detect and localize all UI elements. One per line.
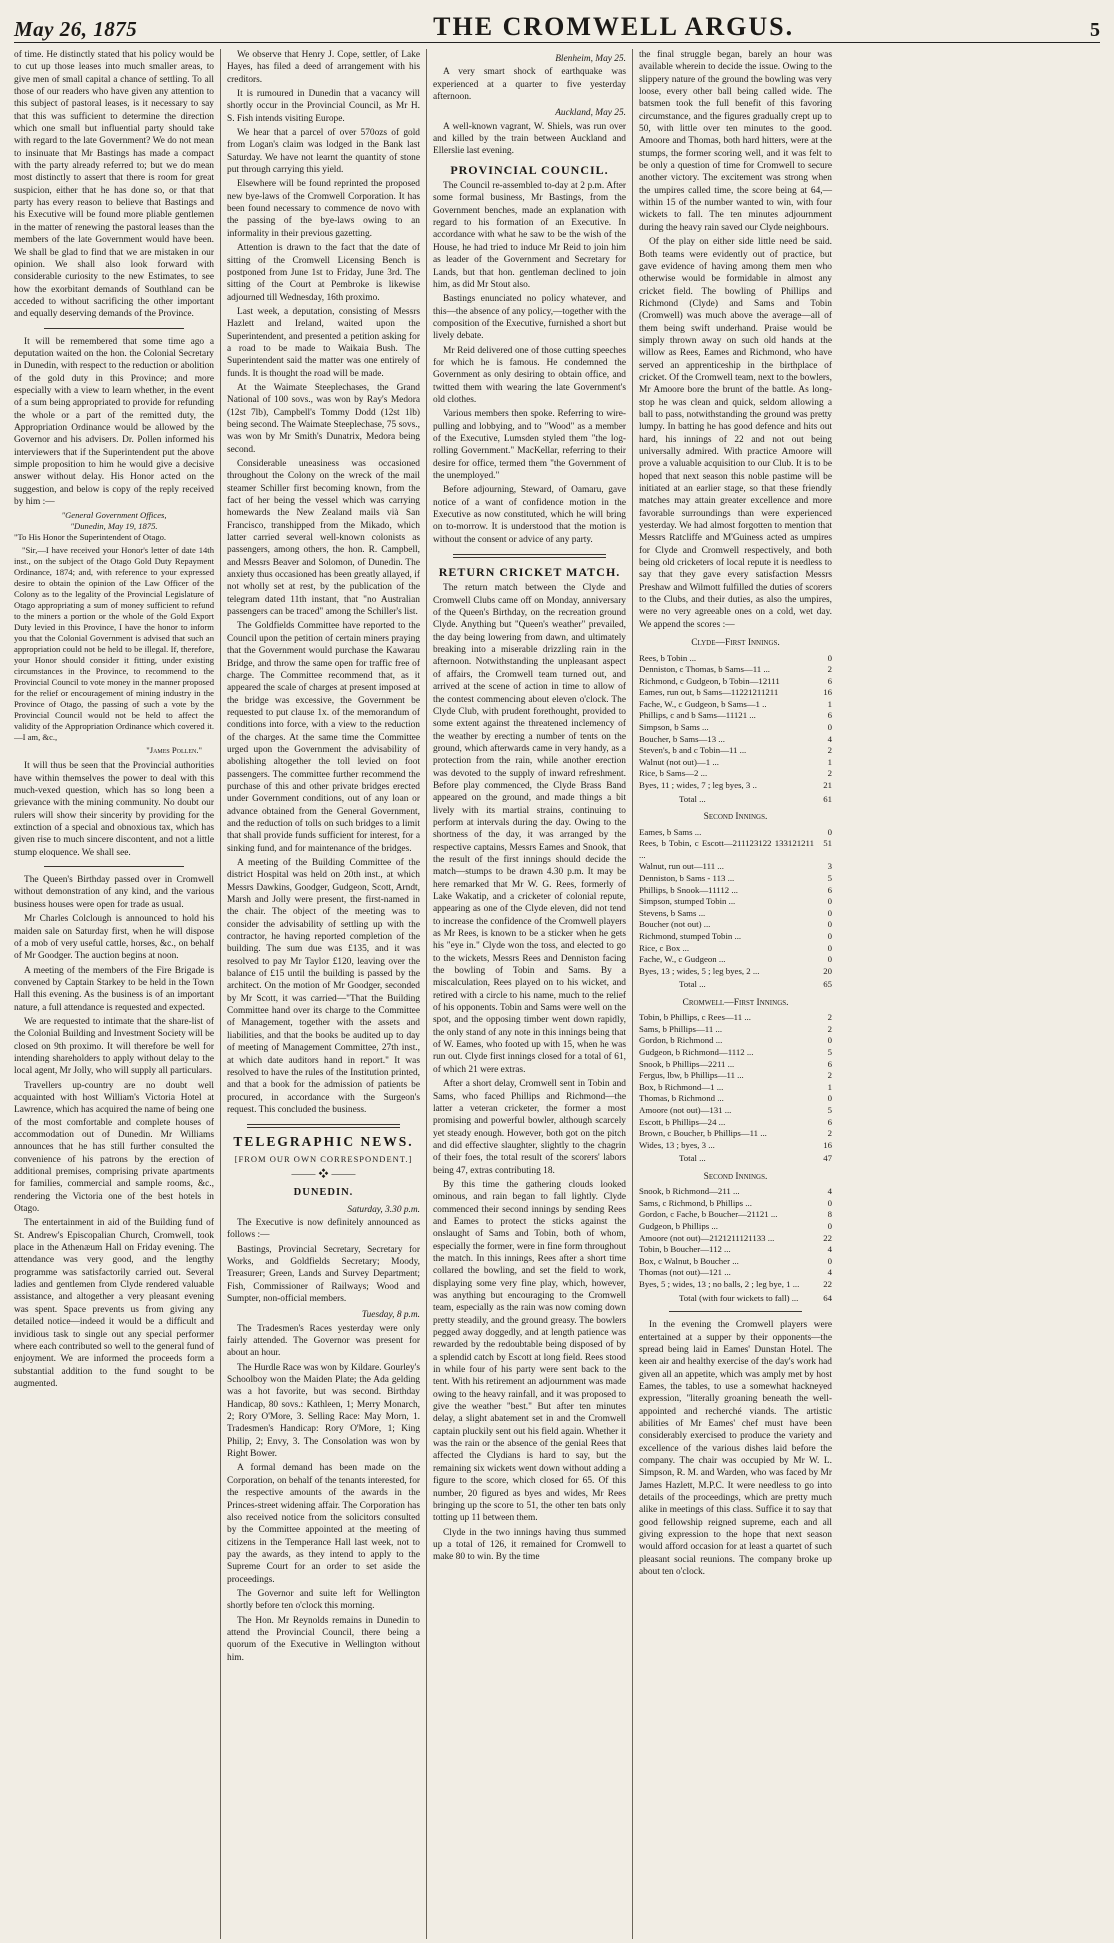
score-row — [639, 1256, 832, 1268]
section-heading: TELEGRAPHIC NEWS. — [233, 1134, 414, 1150]
batsman-entry: Wides, 13 ; byes, 3 ... — [639, 1139, 715, 1150]
column-3 — [426, 49, 632, 1939]
runs-value: 6 — [827, 1116, 832, 1127]
dateline: Saturday, 3.30 p.m. — [347, 1204, 420, 1215]
runs-value: 3 — [827, 861, 832, 872]
batsman-entry: Thomas, b Richmond ... — [639, 1093, 724, 1104]
score-row — [639, 873, 832, 885]
runs-value: 47 — [823, 1153, 832, 1164]
news-item: Attention is drawn to the fact that the date of sitting of the Cromwell Licensing Bench is postponed from June 1st to Friday, June 3rd. The sitting of the Court at Pembroke is likewise adjourned till Wednesday, 16th proximo. — [227, 243, 420, 303]
batsman-entry: Rice, b Sams—2 ... — [639, 768, 708, 779]
scorecard-cromwell-second — [639, 1186, 832, 1304]
score-row — [639, 710, 832, 722]
score-row — [639, 664, 832, 676]
score-row — [639, 687, 832, 699]
runs-value: 2 — [827, 664, 832, 675]
batsman-entry: Walnut, run out—111 ... — [639, 861, 724, 872]
batsman-entry: Rice, c Box ... — [639, 942, 690, 953]
runs-value: 4 — [827, 1186, 832, 1197]
score-total-row — [639, 977, 832, 991]
score-total-row — [639, 792, 832, 806]
score-row — [639, 745, 832, 757]
score-row — [639, 1128, 832, 1140]
runs-value: 0 — [827, 919, 832, 930]
score-row — [639, 1047, 832, 1059]
news-item: Elsewhere will be found reprinted the proposed new bye-laws of the Cromwell Corporation. It has been found necessary to commence de novo with the passing of the bye-laws owing to an informality in their previous gazetting. — [227, 179, 420, 239]
letter-signature: "James Pollen." — [146, 745, 202, 756]
news-item: The Council re-assembled to-day at 2 p.m. After some formal business, Mr Bastings, from the Government benches, made an explanation with regard to his formation of an Executive. In accordance with what he saw to be the wish of the House, he had tried to induce Mr Reid to join him as leader of the Government and Secretary for Lands, but that hon. gentleman declined to join him, as did Mr Stout also. — [433, 181, 626, 290]
batsman-entry: Brown, c Boucher, b Phillips—11 ... — [639, 1128, 767, 1139]
article-paragraph: Clyde in the two innings having thus summed up a total of 126, it remained for Cromwell to make 80 to win. By the time — [433, 1527, 626, 1563]
scorecard-heading: Second Innings. — [703, 812, 768, 823]
batsman-entry: Boucher (not out) ... — [639, 919, 711, 930]
news-item: Bastings, Provincial Secretary, Secretary for Works, and Goldfields Secretary; Moody, Treasurer; Green, Lands and Survey Department; Fish, Commissioner of Railways; Wood and Sumpter, non-official members. — [227, 1244, 420, 1304]
divider — [44, 866, 184, 867]
article-paragraph: It will be remembered that some time ago a deputation waited on the hon. the Colonial Secretary in Dunedin, with respect to the reduction or abolition of the gold duty in this Province; and more especially with a view to learn whether, in the event of a sum being appropriated to provide for refunding the whole or a part of the remitted duty, the Appropriation Ordinance would be allowed by the Governor and his advisers. Dr. Pollen informed his interviewers that if the Superintendent put the above simple proposition to him he would give a decisive answer without delay. His Honor acted on the suggestion, and below is copy of the reply received by him :— — [14, 336, 214, 508]
batsman-entry: Richmond, stumped Tobin ... — [639, 930, 742, 941]
score-row — [639, 768, 832, 780]
runs-value: 0 — [827, 954, 832, 965]
batsman-entry: Fergus, lbw, b Phillips—11 ... — [639, 1070, 744, 1081]
score-row — [639, 885, 832, 897]
batsman-entry: Richmond, c Gudgeon, b Tobin—12111 — [639, 675, 780, 686]
batsman-entry: Simpson, stumped Tobin ... — [639, 896, 736, 907]
column-1 — [14, 49, 220, 1939]
score-total-row — [639, 1291, 832, 1305]
dateline: Tuesday, 8 p.m. — [361, 1310, 420, 1321]
runs-value: 0 — [827, 1221, 832, 1232]
batsman-entry: Escott, b Phillips—24 ... — [639, 1116, 726, 1127]
divider — [669, 1311, 802, 1312]
issue-date: May 26, 1875 — [14, 17, 138, 41]
runs-value: 4 — [827, 1267, 832, 1278]
batsman-entry: Tobin, b Boucher—112 ... — [639, 1244, 731, 1255]
batsman-entry: Simpson, b Sams ... — [639, 722, 709, 733]
batsman-entry: Box, b Richmond—1 ... — [639, 1081, 724, 1092]
score-row — [639, 908, 832, 920]
runs-value: 8 — [827, 1209, 832, 1220]
news-item: We observe that Henry J. Cope, settler, of Lake Hayes, has filed a deed of arrangement with his creditors. — [227, 50, 420, 85]
runs-value: 20 — [823, 965, 832, 976]
column-4 — [632, 49, 838, 1939]
news-item: The Goldfields Committee have reported to the Council upon the petition of certain miners praying that the Government would purchase the Kawarau Bridge, and throw the same open for traffic free of charge. The Committee recommend that, as it appeared the scale of charges at present imposed at the bridge was excessive, the Government be requested to put clause 1x. of the memorandum of conditions into force, with a view to the reduction of the charges. At the same time the Committee urged upon the Government the advisability of abolishing altogether the toll levied on foot passengers. The committee further recommend the purchase of this and other private bridges erected under Government conditions, out of any loan or advance obtained from the General Government, and the reduction of tolls on such bridges to a limit that shall provide funds sufficient for interest, for a sinking fund, and for maintenance of the bridges. — [227, 621, 420, 854]
runs-value: 65 — [823, 979, 832, 990]
score-row — [639, 1198, 832, 1210]
runs-value: 2 — [827, 1070, 832, 1081]
divider — [44, 328, 184, 329]
runs-value: 0 — [827, 907, 832, 918]
score-row — [639, 1059, 832, 1071]
divider — [453, 554, 606, 558]
batsman-entry: Steven's, b and c Tobin—11 ... — [639, 745, 747, 756]
scorecard-cromwell-first — [639, 1012, 832, 1165]
news-item: A formal demand has been made on the Corporation, on behalf of the tenants interested, for the respective amounts of the awards in the Princes-street widening affair. The Corporation has also received notice from the solicitors consulted by the Committee appointed at the meeting of citizens in the Temperance Hall last week, not to pay the awards, as they intend to apply to the Supreme Court for an order to set aside the proceedings. — [227, 1463, 420, 1585]
scorecard-clyde-first — [639, 653, 832, 806]
batsman-entry: Total (with four wickets to fall) ... — [679, 1292, 799, 1303]
news-item: The Hurdle Race was won by Kildare. Gourley's Schoolboy won the Maiden Plate; the Ada gelding was a hot favorite, but was second. Birthday Handicap, 80 sovs.: Kathleen, 1; Merry Monarch, 2; Rory O'More, 3. Selling Race: May Morn, 1. Tradesmen's Handicap: Rory O'More, 1; King Philip, 2; Envy, 3. The Consolation was won by Right Bower. — [227, 1362, 420, 1460]
news-item: Mr Reid delivered one of those cutting speeches for which he is famous. He condemned the Government as only desiring to obtain office, and twitted them with wearing the late Government's old clothes. — [433, 345, 626, 405]
section-subheading: [FROM OUR OWN CORRESPONDENT.] — [234, 1153, 413, 1164]
score-row — [639, 1082, 832, 1094]
article-paragraph: The return match between the Clyde and Cromwell Clubs came off on Monday, anniversary of the Queen's Birthday, on the recreation ground Clyde. Anything but "Queen's weather" prevailed, the day being lowering from dawn, and ultimately breaking into a miserable drizzling rain in the afternoon. Notwithstanding the unpleasant aspect of affairs, the Cromwell team turned out, and arrived at the scene of action in time to allow of the contest commencing about eleven o'clock. The Clyde Club, with prudent forethought, provided to some extent against the threatened inclemency of the weather by erecting a number of tents on the ground, which afterwards came in very handy, as a protection from the rain, while another erection was devoted to the supply of inward refreshment. Before play commenced, the Clyde Brass Band appeared on the ground, and made things a bit lively with its martial strains, continuing to perform at intervals during the day. Owing to the shortness of the day, it was arranged by the respective captains, Messrs Eames and Snook, that the result of the first innings should decide the match—stumps to be drawn 4.30 p.m. It may be here remarked that Mr W. G. Rees, formerly of Lake Wakatip, and a cricketer of colonial repute, appearing as one of the Clyde eleven, did not tend to increase the confidence of the Cromwell players as Mr Rees, is known to be a sticker when he gets his "eye in." Clyde won the toss, and elected to go to the wickets, Messrs Rees and Denniston facing the bowling of Tobin and Sams. By a miscalculation, Rees played on to his wicket, and retired with a circle to his name, much to the relief of his opponents. Tobin and Sams were well on the spot, and the opposing timber went down rapidly, the only stand of any note in this innings being that of W. Eames, who footed up with 15, when he was run out. Clyde first innings closed for a total of 61, of which 21 were extras. — [433, 583, 626, 1075]
batsman-entry: Byes, 11 ; wides, 7 ; leg byes, 3 .. — [639, 780, 757, 791]
section-heading: PROVINCIAL COUNCIL. — [450, 162, 609, 177]
runs-value: 0 — [827, 826, 832, 837]
runs-value: 61 — [823, 793, 832, 804]
scorecard-heading: Second Innings. — [703, 1171, 768, 1182]
news-item: A very smart shock of earthquake was experienced at a quarter to five yesterday afternoon. — [433, 67, 626, 103]
runs-value: 21 — [823, 780, 832, 791]
runs-value: 5 — [827, 872, 832, 883]
news-item: It is rumoured in Dunedin that a vacancy will shortly occur in the Provincial Council, as Mr H. S. Fish intends visiting Europe. — [227, 89, 420, 124]
dateline: Blenheim, May 25. — [555, 54, 626, 64]
batsman-entry: Eames, run out, b Sams—11221211211 — [639, 687, 779, 698]
news-item: The Queen's Birthday passed over in Cromwell without demonstration of any kind, and the various business houses were open for trade as usual. — [14, 875, 214, 910]
batsman-entry: Thomas (not out)—121 ... — [639, 1267, 731, 1278]
article-paragraph: It will thus be seen that the Provincial authorities have within themselves the power to deal with this much-vexed question, which has so long been a grievance with the mining community. No doubt our rulers will show their sincerity by providing for the extinction of a special and obnoxious tax, which has given rise to much sincere discontent, and not a little stump eloquence. We shall see. — [14, 761, 214, 858]
batsman-entry: Total ... — [679, 1153, 706, 1164]
score-row — [639, 861, 832, 873]
news-item: Mr Charles Colclough is announced to hold his maiden sale on Saturday first, when he will dispose of a mob of very useful cattle, horses, &c., on behalf of Mr Goodger. The auction begins at noon. — [14, 914, 214, 962]
runs-value: 22 — [823, 1232, 832, 1243]
batsman-entry: Gordon, b Richmond ... — [639, 1035, 723, 1046]
runs-value: 1 — [827, 698, 832, 709]
runs-value: 2 — [827, 1012, 832, 1023]
news-item: Various members then spoke. Referring to wire-pulling and lobbying, and to "Wood" as a member of the Executive, Lumsden styled them "the log-rolling Government." MacKellar, referring to their desire for office, termed them "the Government of the unemployed." — [433, 409, 626, 481]
news-item: The Hon. Mr Reynolds remains in Dunedin to attend the Provincial Council, there being a quorum of the Executive in Wellington without him. — [227, 1615, 420, 1663]
news-item: The Governor and suite left for Wellington shortly before ten o'clock this morning. — [227, 1588, 420, 1612]
score-row — [639, 1117, 832, 1129]
masthead — [14, 12, 1100, 43]
score-row — [639, 827, 832, 839]
news-item: The entertainment in aid of the Building fund of St. Andrew's Episcopalian Church, Cromwell, took place in the Athenæum Hall on Friday evening. The attendance was very good, and the lengthy programme was satisfactorily carried out. Several ladies and gentlemen from Clyde rendered valuable assistance, and altogether a very pleasant evening was spent. Space prevents us from giving any detailed notice—indeed it would be a difficult and invidious task to single out any special performer where each contributed so well to the general fund of enjoyment. We are informed the proceeds form a substantial addition to the fund sought to be augmented. — [14, 1218, 214, 1389]
news-item: The Executive is now definitely announced as follows :— — [227, 1217, 420, 1241]
scorecard-heading: Cromwell—First Innings. — [682, 997, 789, 1008]
score-row — [639, 699, 832, 711]
runs-value: 0 — [827, 1197, 832, 1208]
batsman-entry: Box, c Walnut, b Boucher ... — [639, 1255, 739, 1266]
score-row — [639, 722, 832, 734]
batsman-entry: Byes, 5 ; wides, 13 ; no balls, 2 ; leg bye, 1 ... — [639, 1279, 800, 1290]
score-row — [639, 676, 832, 688]
runs-value: 2 — [827, 1128, 832, 1139]
runs-value: 64 — [823, 1292, 832, 1303]
runs-value: 0 — [827, 722, 832, 733]
news-item: We are requested to intimate that the share-list of the Colonial Building and Investment Society will be closed on 9th proximo. It will therefore be well for intending shareholders to apply without delay to the local agent, Mr Jolly, who will supply all particulars. — [14, 1016, 214, 1077]
score-row — [639, 1209, 832, 1221]
score-row — [639, 1070, 832, 1082]
score-row — [639, 1267, 832, 1279]
score-row — [639, 1093, 832, 1105]
news-item: Considerable uneasiness was occasioned throughout the Colony on the wreck of the mail steamer Schiller first becoming known, from the fact of her being the vessel which was carrying homewards the New Zealand mails vià San Francisco, transhipped from the Mikado, which latter carried several well-known colonists as passengers, among others, the hon. R. Campbell, and Messrs Beaver and Solomon, of Dunedin. The anxiety thus occasioned has been greatly allayed, if not wholly set at rest, by the publication of the telegram dated 11th instant, that "no Australian passengers can be traced" among the Schiller's list. — [227, 459, 420, 618]
batsman-entry: Total ... — [679, 793, 706, 804]
article-paragraph: of time. He distinctly stated that his policy would be to cut up those leases into much smaller areas, to give men of small capital a chance of settling. To all those of our readers who have given any attention to this subject of pastoral leases, is it necessary to say that this was sufficient to determine the direction which one small but influential party should take with regard to the late Government? We do not mean to insinuate that Mr Bastings has made a compact with the party already referred to; but we do mean most distinctly to assert that there is room for great suspicion, either that he has done so, or that that party has every reason to believe that Bastings and his Executive will be found more pliable gentlemen in the matter of renewing the pastoral leases than the members of the late Government would have been. We shall be glad to find that we are mistaken in our opinion. We shall also look forward with considerable curiosity to the new Estimates, to see how the exorbitant demands of Southland can be acceded to without sacrificing the other important and equally deserving demands of the Province. — [14, 50, 214, 320]
news-item: Last week, a deputation, consisting of Messrs Hazlett and Ireland, waited upon the Superintendent, and presented a petition asking for a road to be made to Waikaia Bush. The Superintendent said the matter was one entirely of funds. It is thought the road will be made. — [227, 306, 420, 379]
score-row — [639, 1035, 832, 1047]
news-item: Travellers up-country are no doubt well acquainted with host William's Victoria Hotel at Lawrence, which has acquired the name of being one of the most comfortable and complete houses of accommodation out of Dunedin. Mr Williams announces that he has still further consulted the convenience of his patrons by the erection of additional premises, comprising private apartments for families, commercial and sample rooms, &c., rendering the Victoria one of the best hotels in Otago. — [14, 1080, 214, 1215]
batsman-entry: Denniston, b Sams - 113 ... — [639, 872, 735, 883]
place-heading: DUNEDIN. — [293, 1187, 354, 1199]
runs-value: 0 — [827, 1255, 832, 1266]
dateline: Auckland, May 25. — [555, 108, 626, 119]
runs-value: 2 — [827, 1023, 832, 1034]
runs-value: 0 — [827, 652, 832, 663]
runs-value: 0 — [827, 1093, 832, 1104]
batsman-entry: Snook, b Phillips—2211 ... — [639, 1058, 735, 1069]
score-row — [639, 931, 832, 943]
score-row — [639, 954, 832, 966]
article-paragraph: By this time the gathering clouds looked ominous, and rain began to fall lightly. Clyde commenced their second innings by sending Rees and Eames to protect the sticks against the onslaught of Sams and Tobin, both of whom, especially the former, were in fine form throughout the match. In this innings, Rees after a short time collared the bowling, and set the field to work, displaying some very fine play, which, however, was anything but encouraging to the Cromwell team, especially as the rain was now coming down pretty steadily, and the ground greasy. The bowlers pegged away doggedly, and at length patience was rewarded by the redoubtable being disposed of by a splendid catch by Escott at long field. Rees stood in while four of his party were sent back to the tent. With his retirement an adjournment was made owing to the heavy rainfall, and it was proposed to give the weather "best." But after ten minutes delay, a slight abatement set in and the Cromwell captain pluckily sent out his field again. Whether it was the rain or the absence of the genial Rees that affected the Clydians is hard to say, but the remaining six wickets went down without adding a figure to the score, which closed for 65. Of this number, 20 figured as byes and wides, Mr Rees bringing up the score to 51, the other ten bats only totting up 11 between them. — [433, 1179, 626, 1524]
batsman-entry: Denniston, c Thomas, b Sams—11 ... — [639, 664, 770, 675]
score-row — [639, 838, 832, 861]
runs-value: 0 — [827, 896, 832, 907]
letter — [14, 510, 214, 756]
ornament-icon: ⸻ ❖ ⸻ — [291, 1168, 356, 1180]
batsman-entry: Sams, c Richmond, b Phillips ... — [639, 1197, 752, 1208]
score-row — [639, 1221, 832, 1233]
batsman-entry: Amoore (not out)—2121211121133 ... — [639, 1232, 775, 1243]
batsman-entry: Fache, W., c Gudgeon, b Sams—1 .. — [639, 698, 767, 709]
score-row — [639, 1279, 832, 1291]
news-item: A well-known vagrant, W. Shiels, was run over and killed by the train between Auckland and Ellerslie last evening. — [433, 121, 626, 157]
article-paragraph: In the evening the Cromwell players were entertained at a supper by their opponents—the spread being laid in Eames' Dunstan Hotel. The keen air and healthy exercise of the day's work had given all an appetite, which was amply met by host Eames, the tables, to use a somewhat hackneyed expression, "literally groaning beneath the well-appointed and recherché viands. The artistic abilities of Mr Eames' chef must have been considerably exercised to produce the variety and excellence of the various dishes laid before the company. The chair was occupied by Mr W. L. Simpson, R. M. and Warden, who was faced by Mr James Hazlett, M.P.C. It were needless to go into details of the proceedings, which are pretty much alike in meetings of this class. Suffice it to say that good fellowship reigned supreme, each and all giving expression to the hope that next season would afford occasion for at least a quartet of such pleasant social reunions. The company broke up about ten o'clock. — [639, 1320, 832, 1578]
score-row — [639, 943, 832, 955]
runs-value: 16 — [823, 687, 832, 698]
newspaper-title: THE CROMWELL ARGUS. — [433, 12, 795, 41]
batsman-entry: Amoore (not out)—131 ... — [639, 1104, 732, 1115]
runs-value: 2 — [827, 768, 832, 779]
runs-value: 5 — [827, 1104, 832, 1115]
batsman-entry: Phillips, c and b Sams—11121 ... — [639, 710, 756, 721]
article-paragraph: the final struggle began, barely an hour was available wherein to decide the issue. Owing to the slippery nature of the ground the bowling was very loose, every other ball being called wide. The batsmen took the full benefit of this favoring circumstance, and the figures gradually crept up to 50, with little over ten minutes to the good. Amoore and Thomas, both hard hitters, were at the stumps, the former scoring well, and it was felt to be only a question of time for Cromwell to secure another victory. The excitement was strong when the umpires called time, the score being at 64,—within 15 of the number wanted to win, with four wickets to fall. The ten minutes adjournment during the heavy rain saved our Clyde neighbours. — [639, 50, 832, 233]
batsman-entry: Rees, b Tobin, c Escott—211123122 133121211 ... — [639, 838, 814, 860]
runs-value: 6 — [827, 1058, 832, 1069]
runs-value: 4 — [827, 1244, 832, 1255]
score-row — [639, 757, 832, 769]
scorecard-clyde-second — [639, 827, 832, 991]
article-paragraph: Of the play on either side little need be said. Both teams were evidently out of practice, but gave evidence of having among them men who otherwise would be formidable in almost any cricket field. The bowling of Phillips and Richmond (Clyde) and Sams and Tobin (Cromwell) was much above the average—all of them being swift underhand. Praise would be simply thrown away on such old hands at the willow as Rees, Eames and Richmond, who have served an apprenticeship in the birthplace of cricket. Of the Cromwell team, next to the bowlers, Mr Amoore bore the brunt of the battle. As long-stop he was clean and quick, seldom allowing a ball to pass, notwithstanding the ground was pretty lumpy. In batting he has good defence and hits out hard, his innings of 22 and not out being universally admired. With practice Amoore will prove a valuable acquisition to our Club. It is to be hoped that next season this noble pastime will be initiated at an earlier stage, so that these friendly matches may attain greater excellence and more favorable surroundings than were experienced yesterday. We had almost forgotten to mention that Messrs Ratcliffe and M'Guiness acted as umpires for Clyde and Cromwell respectively, and both being old cricketers of local repute it is needless to say that they gave every satisfaction Messrs Preshaw and Wilmott fulfilled the duties of scorers to the Clubs, and their duties, as also the umpires, were no very agreeable ones on a cold, wet day. We append the scores :— — [639, 237, 832, 630]
runs-value: 1 — [827, 756, 832, 767]
batsman-entry: Phillips, b Snook—11112 ... — [639, 884, 738, 895]
batsman-entry: Gudgeon, b Phillips ... — [639, 1221, 718, 1232]
news-item: The Tradesmen's Races yesterday were only fairly attended. The Governor was present for about an hour. — [227, 1323, 420, 1359]
runs-value: 0 — [827, 1035, 832, 1046]
runs-value: 6 — [827, 884, 832, 895]
batsman-entry: Total ... — [679, 979, 706, 990]
scorecard-heading: Clyde—First Innings. — [691, 638, 780, 649]
score-row — [639, 1024, 832, 1036]
batsman-entry: Eames, b Sams ... — [639, 826, 702, 837]
news-item: Bastings enunciated no policy whatever, and this—the absence of any policy,—together with the composition of the Executive, furnished a short but lively debate. — [433, 294, 626, 342]
letter-address: "Dunedin, May 19, 1875. — [70, 521, 158, 532]
batsman-entry: Sams, b Phillips—11 ... — [639, 1023, 723, 1034]
runs-value: 2 — [827, 745, 832, 756]
batsman-entry: Boucher, b Sams—13 ... — [639, 733, 725, 744]
score-row — [639, 1140, 832, 1152]
score-row — [639, 919, 832, 931]
news-item: We hear that a parcel of over 570ozs of gold from Logan's claim was lodged in the Bank last Saturday. We have not learnt the quantity of stone put through carrying this yield. — [227, 128, 420, 176]
runs-value: 1 — [827, 1081, 832, 1092]
letter-body: "Sir,—I have received your Honor's letter of date 14th inst., on the subject of the Otago Gold Duty Repayment Ordinance, 1874; and, with reference to your expressed desire to obtain the opinion of the Law Officer of the Colony as to the legality of the Provincial Legislature of Otago appropriating a sum of money sufficient to refund to the miners a portion or the whole of the Gold Export Duty levied in this Province, I have the honor to inform you that the Colonial Government is advised that such an appropriation could not be held to be illegal. If, therefore, your Honor should consider it fitting, under existing circumstances in the Province, to recommend to the Provincial Council to vote money in the manner proposed for the relief or encouragement of mining industry in the Province of Otago, the passing of such a vote by the Provincial Council would not be held to affect the validity of the Appropriation Ordinance which covered it.—I am, &c., — [14, 545, 214, 743]
article-paragraph: After a short delay, Cromwell sent in Tobin and Sams, who faced Phillips and Richmond—the latter a veteran cricketer, the former a most promising and powerful bowler, although scarcely yet steady enough. However, both got on the pitch and did effective slaughter, slightly to the chagrin of their foes, the total result of the scorers' labors being 47, extras contributing 18. — [433, 1079, 626, 1176]
score-row — [639, 1012, 832, 1024]
score-row — [639, 734, 832, 746]
runs-value: 0 — [827, 930, 832, 941]
score-total-row — [639, 1151, 832, 1165]
score-row — [639, 896, 832, 908]
batsman-entry: Snook, b Richmond—211 ... — [639, 1186, 740, 1197]
score-row — [639, 1105, 832, 1117]
news-item: At the Waimate Steeplechases, the Grand National of 100 sovs., was won by Ray's Medora (12st 7lb), Campbell's Tommy Dodd (12st 1lb) being second. The Waimate Steeplechase, 75 sovs., was won by Mr Smith's Dunatrix, Medora being second. — [227, 382, 420, 455]
batsman-entry: Fache, W., c Gudgeon ... — [639, 954, 726, 965]
batsman-entry: Gudgeon, b Richmond—1112 ... — [639, 1047, 754, 1057]
score-row — [639, 1186, 832, 1198]
runs-value: 22 — [823, 1279, 832, 1290]
score-row — [639, 653, 832, 665]
score-row — [639, 780, 832, 792]
score-row — [639, 966, 832, 978]
runs-value: 16 — [823, 1139, 832, 1150]
column-2 — [220, 49, 426, 1939]
batsman-entry: Gordon, c Fache, b Boucher—21121 ... — [639, 1209, 778, 1220]
runs-value: 5 — [827, 1047, 832, 1057]
columns — [14, 49, 1100, 1939]
letter-recipient: "To His Honor the Superintendent of Otago. — [14, 532, 167, 543]
runs-value: 6 — [827, 710, 832, 721]
news-item: A meeting of the Building Committee of the district Hospital was held on 20th inst., at which Messrs Dawkins, Goodger, Gudgeon, Scott, Arndt, Marsh and Jolly were present, the first-named in the chair. The object of the meeting was to consider the advisability of settling up with the contractor, he having reported completion of the building. The sum due was £135, and it was resolved to pay Mr Taylor £120, leaving over the balance of £15 until the building is passed by the architect. On the motion of Mr Goodger, seconded by Mr Scott, it was carried—"That the Building Committee hand over its charge to the Committee of Management, together with the assets and liabilities, and that the books be audited up to day of meeting of Management Committee, 27th inst., at which date auditors hand in report." It was resolved to have the rules of the Institution printed, and that a book for the admission of patients be procured, in accordance with the Surgeon's request. This concluded the business. — [227, 858, 420, 1115]
runs-value: 4 — [827, 733, 832, 744]
batsman-entry: Rees, b Tobin ... — [639, 652, 697, 663]
page-number: 5 — [1090, 19, 1100, 41]
divider — [247, 1124, 400, 1128]
batsman-entry: Stevens, b Sams ... — [639, 907, 706, 918]
batsman-entry: Walnut (not out)—1 ... — [639, 756, 719, 767]
runs-value: 6 — [827, 675, 832, 686]
letter-address: "General Government Offices, — [61, 510, 167, 521]
batsman-entry: Tobin, b Phillips, c Rees—11 ... — [639, 1012, 751, 1023]
news-item: A meeting of the members of the Fire Brigade is convened by Captain Starkey to be held in the Town Hall this evening. As the business is of an important nature, a full attendance is requested and expected. — [14, 965, 214, 1013]
batsman-entry: Byes, 13 ; wides, 5 ; leg byes, 2 ... — [639, 965, 760, 976]
score-row — [639, 1244, 832, 1256]
score-row — [639, 1233, 832, 1245]
news-item: Before adjourning, Steward, of Oamaru, gave notice of a want of confidence motion in the Executive as now constituted, which he will bring on to-morrow. It is understood that the motion is without the consent or advice of any party. — [433, 485, 626, 545]
runs-value: 51 — [823, 838, 832, 849]
runs-value: 0 — [827, 942, 832, 953]
section-heading: RETURN CRICKET MATCH. — [438, 565, 621, 580]
